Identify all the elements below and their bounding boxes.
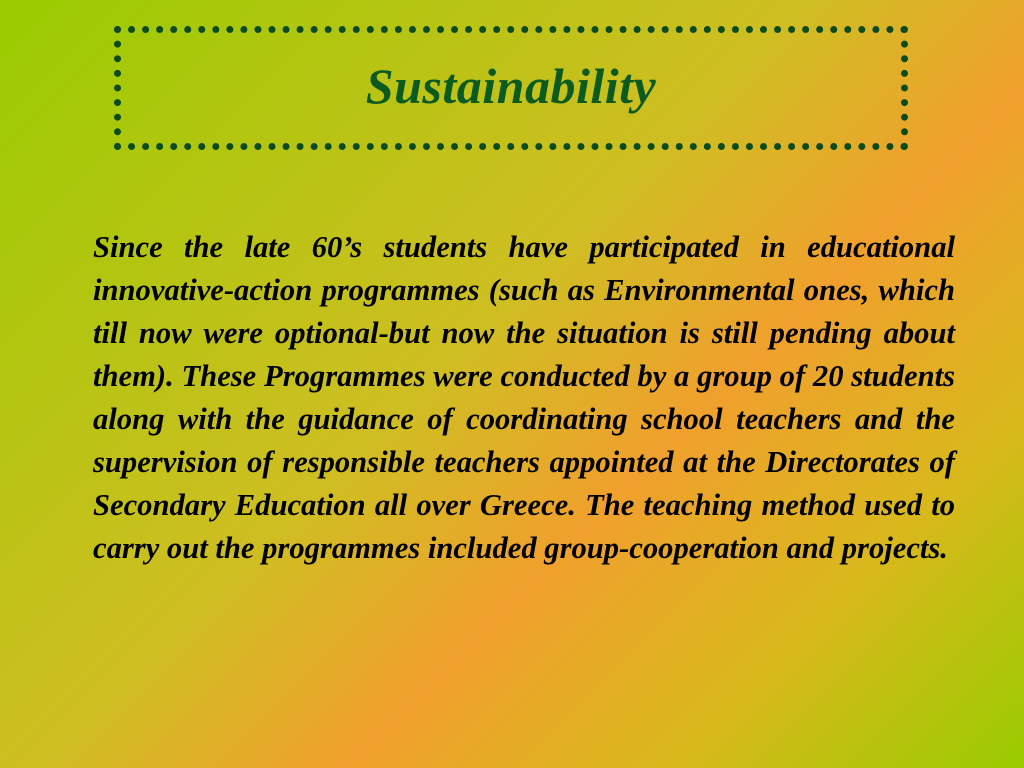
title-box — [114, 26, 908, 150]
slide-title: Sustainability — [365, 58, 657, 114]
slide-body-text: Since the late 60’s students have participated in educational innovative-action programmes (such as Environmental ones, which till now were optional-but now the situation is still pending about them). These Programmes were conducted by a group of 20 students along with the guidance of coordinating school teachers and the supervision of responsible teachers appointed at the Directorates of Secondary Education all over Greece. The teaching method used to carry out the programmes included group-cooperation and projects. — [93, 230, 955, 565]
